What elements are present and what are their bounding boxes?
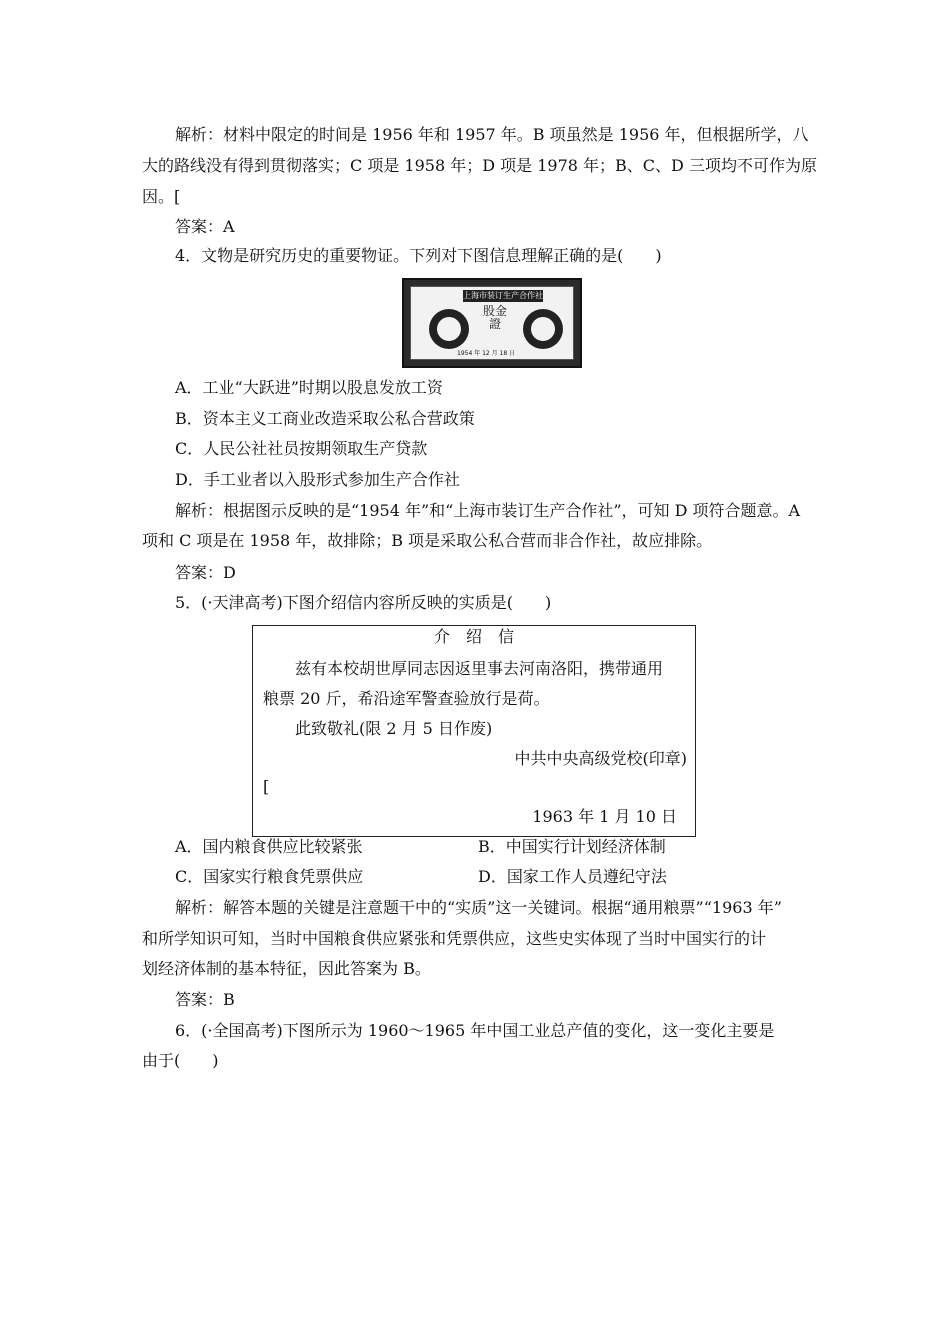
introduction-letter-image: [252, 625, 696, 837]
letter-title: 介 绍 信: [433, 627, 514, 646]
answer-q4: 答案：D: [175, 563, 236, 582]
explanation-q3-line1: 解析：材料中限定的时间是 1956 年和 1957 年。B 项虽然是 1956 年，但根据所学，八: [175, 125, 809, 144]
explanation-q4-line2: 项和 C 项是在 1958 年，故排除；B 项是采取公私合营而非合作社，故应排除。: [142, 531, 713, 550]
letter-line5: [: [263, 777, 270, 796]
gear-emblem-left-icon: [429, 309, 469, 349]
gear-emblem-right-icon: [523, 309, 563, 349]
answer-q5: 答案：B: [175, 990, 235, 1009]
question-6-line1: 6．(·全国高考)下图所示为 1960～1965 年中国工业总产值的变化，这一变化主要是: [175, 1021, 775, 1040]
option-4a: A．工业“大跃进”时期以股息发放工资: [175, 378, 443, 397]
stock-certificate-image: [402, 278, 582, 368]
letter-line3: 此致敬礼(限 2 月 5 日作废): [295, 719, 493, 738]
letter-signature: 中共中央高级党校(印章): [514, 749, 687, 768]
letter-line2: 粮票 20 斤，希沿途军警查验放行是荷。: [263, 689, 550, 708]
option-5d: D．国家工作人员遵纪守法: [478, 867, 667, 886]
option-5b: B．中国实行计划经济体制: [478, 837, 666, 856]
question-6-line2: 由于( ): [142, 1051, 219, 1070]
option-5a: A．国内粮食供应比较紧张: [175, 837, 363, 856]
letter-date: 1963 年 1 月 10 日: [532, 807, 677, 826]
option-5c: C．国家实行粮食凭票供应: [175, 867, 364, 886]
explanation-q4-line1: 解析：根据图示反映的是“1954 年”和“上海市装订生产合作社”，可知 D 项符合题意。A: [175, 501, 801, 520]
question-4: 4．文物是研究历史的重要物证。下列对下图信息理解正确的是( ): [175, 246, 662, 265]
question-5: 5．(·天津高考)下图介绍信内容所反映的实质是( ): [175, 593, 552, 612]
letter-line1: 兹有本校胡世厚同志因返里事去河南洛阳，携带通用: [295, 659, 664, 678]
explanation-q5-line2: 和所学知识可知，当时中国粮食供应紧张和凭票供应，这些史实体现了当时中国实行的计: [142, 929, 767, 948]
option-4d: D．手工业者以入股形式参加生产合作社: [175, 470, 460, 489]
explanation-q5-line1: 解析：解答本题的关键是注意题干中的“实质”这一关键词。根据“通用粮票”“1963 年”: [175, 898, 782, 917]
answer-q3: 答案：A: [175, 217, 235, 236]
certificate-title: 上海市装订生产合作社: [463, 291, 543, 300]
option-4b: B．资本主义工商业改造采取公私合营政策: [175, 409, 475, 428]
option-4c: C．人民公社社员按期领取生产贷款: [175, 439, 428, 458]
explanation-q3-line3: 因。[: [142, 187, 181, 206]
explanation-q3-line2: 大的路线没有得到贯彻落实；C 项是 1958 年；D 项是 1978 年；B、C、D 三项均不可作为原: [142, 156, 817, 175]
certificate-main-text: 股金證: [483, 304, 508, 331]
certificate-date: 1954 年 12 月 18 日: [457, 350, 516, 357]
explanation-q5-line3: 划经济体制的基本特征，因此答案为 B。: [142, 959, 431, 978]
